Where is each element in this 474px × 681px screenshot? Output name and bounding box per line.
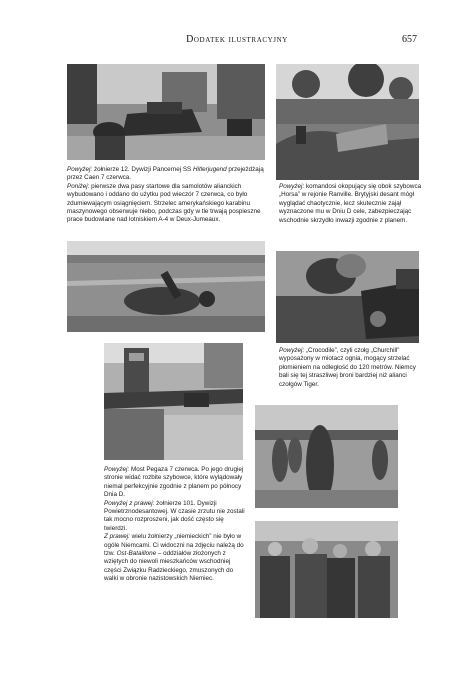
caption-text: żołnierze 12. Dywizji Pancernej SS bbox=[92, 166, 193, 173]
photo-machine-gunner-airfield bbox=[67, 241, 265, 332]
caption-italic: Hitlerjugend bbox=[193, 166, 227, 173]
photo-commandos-horsa bbox=[276, 64, 419, 180]
caption-crocodile bbox=[279, 347, 419, 389]
caption-text: pierwsze dwa pasy startowe dla samolotów alianckich wybudowano i oddano do użytku pod wieczór 7 czerwca, co było zdumiewającym osiągnięciem. Strzelec amerykańskiego karabinu maszynowego obserwuje niebo, podczas gdy w tle trwają pospieszne prace budowlane nad lotniskiem A-4 w Deux-Jumeaux. bbox=[67, 182, 261, 224]
caption-commandos bbox=[279, 183, 423, 225]
caption-italic: Ost-Bataillone bbox=[116, 550, 157, 558]
caption-text: wielu żołnierzy „niemieckich” nie było w ogóle Niemcami. Ci widoczni na zdjęciu należą do tzw. bbox=[104, 533, 244, 558]
caption-text: przejeżdżają przez Caen 7 czerwca. bbox=[67, 166, 264, 182]
caption-label: Powyżej z prawej: bbox=[104, 499, 155, 507]
caption-text: Most Pegaza 7 czerwca. Po jego drugiej stronie widać rozbite szybowce, które wylądowały niemal perfekcyjnie zgodnie z planem po północy Dnia D. bbox=[104, 466, 244, 499]
caption-caen-airfield bbox=[67, 166, 272, 225]
running-head: Dodatek ilustracyjny bbox=[186, 34, 288, 45]
caption-label: Powyżej: bbox=[279, 183, 305, 190]
caption-pegasus-soldiers bbox=[104, 466, 248, 584]
caption-label: Powyżej: bbox=[67, 166, 93, 173]
photo-tanks-caen bbox=[67, 64, 265, 160]
caption-label: Powyżej: bbox=[279, 347, 305, 354]
caption-label: Z prawej: bbox=[104, 533, 130, 541]
caption-text: „Crocodile”, czyli czołg „Churchill” wyposażony w miotacz ognia, mogący strzelać płomieniem na odległość do 120 metrów. Niemcy bali się tej straszliwej broni bardziej niż alianci czołgów Tiger. bbox=[279, 347, 416, 388]
caption-label: Poniżej: bbox=[67, 182, 90, 190]
page-number: 657 bbox=[402, 34, 417, 45]
photo-pegasus-bridge bbox=[104, 343, 243, 460]
photo-crocodile-tank bbox=[276, 251, 419, 343]
caption-text: żołnierze 101. Dywizji Powietrznodesantowej. W czasie zrzutu nie zostali tak mocno rozproszeni, jak dość często się twierdzi. bbox=[104, 499, 245, 532]
photo-101st-airborne bbox=[255, 405, 398, 508]
caption-label: Powyżej: bbox=[104, 466, 130, 473]
caption-text: komandosi okopujący się obok szybowca „Horsa” w rejonie Ranville. Brytyjski desant mógł wyglądać chaotycznie, lecz skutecznie zajął wyznaczone mu w Dniu D cele, zabezpieczając wschodnie skrzydło inwazji zgodnie z planem. bbox=[279, 183, 422, 224]
photo-ost-bataillone bbox=[255, 521, 398, 618]
caption-text: – oddziałów złożonych z wziętych do niewoli mieszkańców wschodniej części Związku Radzieckiego, zmuszonych do walki w obronie nazistowskich Niemiec. bbox=[104, 550, 234, 583]
